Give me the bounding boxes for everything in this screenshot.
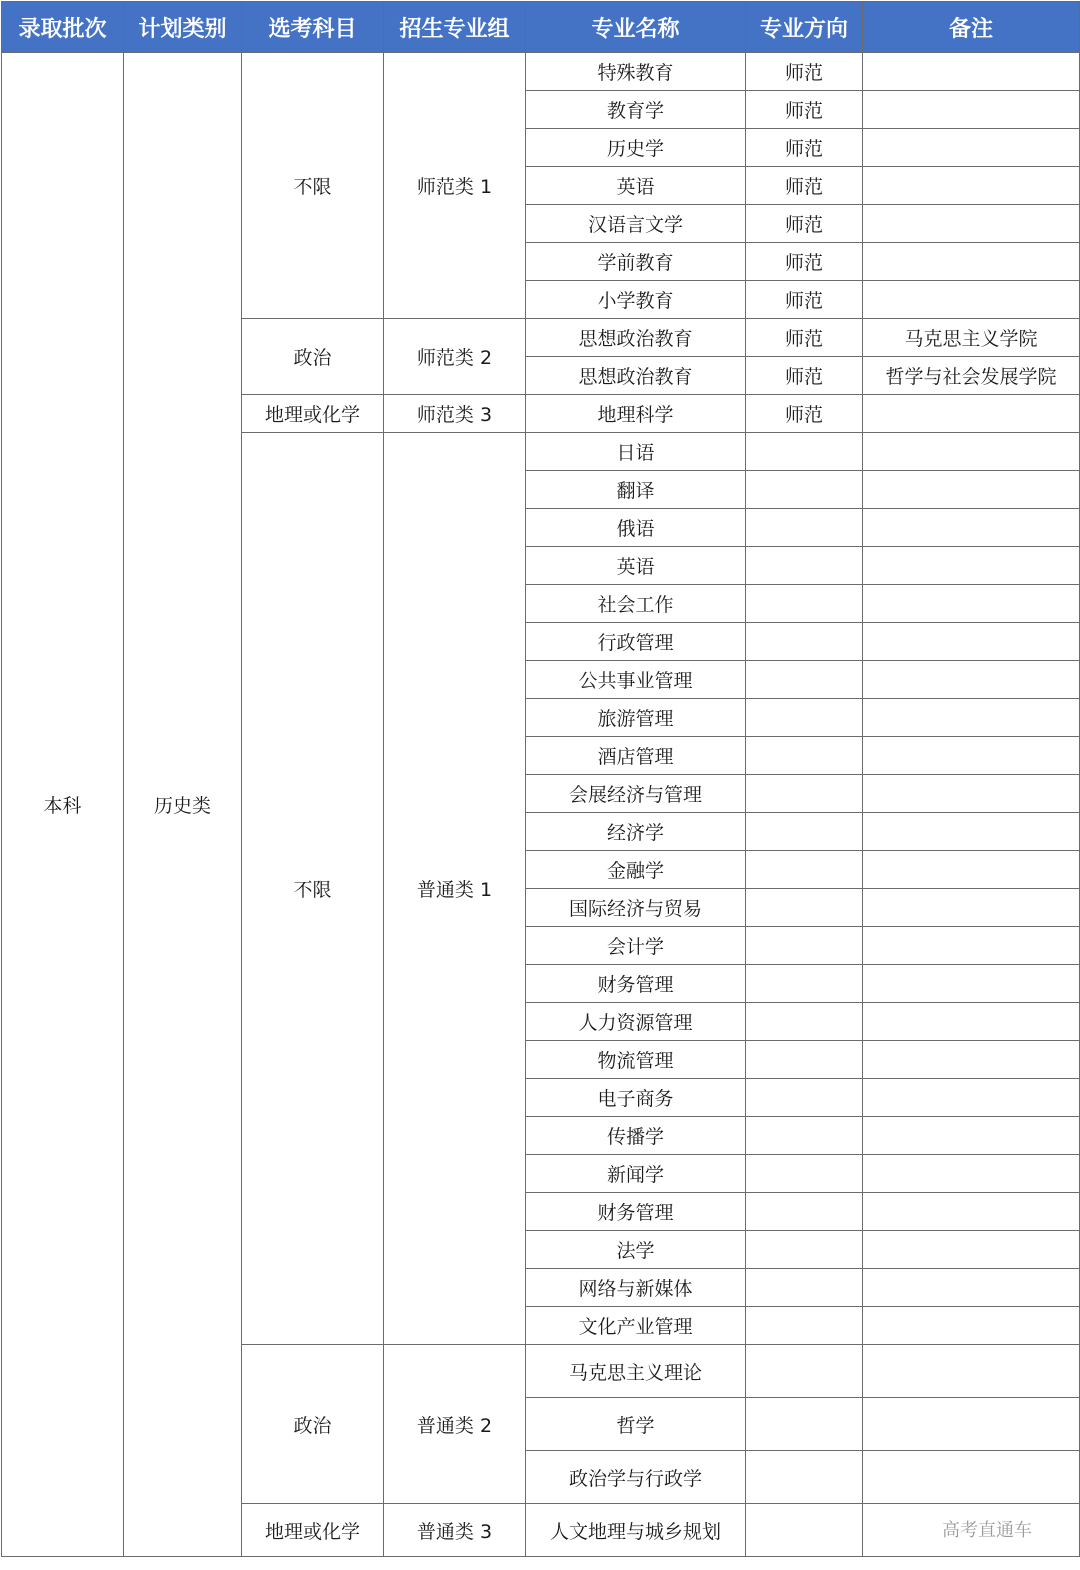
note-cell xyxy=(863,129,1080,167)
major-name-cell: 财务管理 xyxy=(526,1193,746,1231)
note-cell: 马克思主义学院 xyxy=(863,319,1080,357)
note-cell xyxy=(863,395,1080,433)
major-name-cell: 汉语言文学 xyxy=(526,205,746,243)
direction-cell xyxy=(746,851,863,889)
direction-cell: 师范 xyxy=(746,91,863,129)
header-row xyxy=(2,2,1080,53)
major-name-cell: 新闻学 xyxy=(526,1155,746,1193)
note-cell xyxy=(863,737,1080,775)
subject-cell: 地理或化学 xyxy=(242,1504,384,1557)
note-cell xyxy=(863,1269,1080,1307)
major-name-cell: 网络与新媒体 xyxy=(526,1269,746,1307)
direction-cell xyxy=(746,1451,863,1504)
major-name-cell: 学前教育 xyxy=(526,243,746,281)
direction-cell xyxy=(746,699,863,737)
watermark-text: 高考直通车 xyxy=(942,1520,1032,1541)
direction-cell xyxy=(746,471,863,509)
header-group: 招生专业组 xyxy=(384,2,526,53)
major-name-cell: 翻译 xyxy=(526,471,746,509)
direction-cell: 师范 xyxy=(746,205,863,243)
note-cell xyxy=(863,927,1080,965)
direction-cell xyxy=(746,775,863,813)
header-direction: 专业方向 xyxy=(746,2,863,53)
subject-cell: 不限 xyxy=(242,433,384,1345)
major-name-cell: 旅游管理 xyxy=(526,699,746,737)
table-row xyxy=(2,53,1080,91)
major-name-cell: 传播学 xyxy=(526,1117,746,1155)
direction-cell: 师范 xyxy=(746,357,863,395)
category-cell: 历史类 xyxy=(124,53,242,1557)
direction-cell xyxy=(746,1231,863,1269)
major-name-cell: 会计学 xyxy=(526,927,746,965)
major-name-cell: 国际经济与贸易 xyxy=(526,889,746,927)
note-cell xyxy=(863,1451,1080,1504)
major-name-cell: 社会工作 xyxy=(526,585,746,623)
note-cell xyxy=(863,1307,1080,1345)
major-name-cell: 物流管理 xyxy=(526,1041,746,1079)
major-name-cell: 马克思主义理论 xyxy=(526,1345,746,1398)
note-cell xyxy=(863,813,1080,851)
major-name-cell: 酒店管理 xyxy=(526,737,746,775)
major-name-cell: 地理科学 xyxy=(526,395,746,433)
major-name-cell: 人文地理与城乡规划 xyxy=(526,1504,746,1557)
header-category: 计划类别 xyxy=(124,2,242,53)
note-cell xyxy=(863,167,1080,205)
note-cell xyxy=(863,585,1080,623)
direction-cell xyxy=(746,547,863,585)
group-cell: 师范类 1 xyxy=(384,53,526,319)
major-name-cell: 哲学 xyxy=(526,1398,746,1451)
major-name-cell: 会展经济与管理 xyxy=(526,775,746,813)
direction-cell: 师范 xyxy=(746,281,863,319)
major-name-cell: 英语 xyxy=(526,547,746,585)
table-body xyxy=(2,53,1080,1557)
note-cell xyxy=(863,889,1080,927)
direction-cell: 师范 xyxy=(746,243,863,281)
note-cell xyxy=(863,1231,1080,1269)
note-cell: 哲学与社会发展学院 xyxy=(863,357,1080,395)
major-name-cell: 公共事业管理 xyxy=(526,661,746,699)
direction-cell: 师范 xyxy=(746,53,863,91)
direction-cell xyxy=(746,1193,863,1231)
group-cell: 普通类 2 xyxy=(384,1345,526,1504)
note-cell xyxy=(863,699,1080,737)
direction-cell xyxy=(746,1398,863,1451)
direction-cell xyxy=(746,965,863,1003)
direction-cell xyxy=(746,1155,863,1193)
subject-cell: 政治 xyxy=(242,319,384,395)
note-cell xyxy=(863,433,1080,471)
header-note: 备注 xyxy=(863,2,1080,53)
direction-cell xyxy=(746,433,863,471)
batch-cell: 本科 xyxy=(2,53,124,1557)
direction-cell xyxy=(746,1079,863,1117)
note-cell xyxy=(863,851,1080,889)
major-name-cell: 人力资源管理 xyxy=(526,1003,746,1041)
note-cell xyxy=(863,661,1080,699)
note-cell xyxy=(863,1193,1080,1231)
note-cell xyxy=(863,471,1080,509)
note-cell xyxy=(863,1155,1080,1193)
note-cell xyxy=(863,281,1080,319)
note-cell xyxy=(863,623,1080,661)
major-name-cell: 日语 xyxy=(526,433,746,471)
note-cell xyxy=(863,1041,1080,1079)
direction-cell xyxy=(746,813,863,851)
direction-cell xyxy=(746,1117,863,1155)
direction-cell xyxy=(746,889,863,927)
note-cell xyxy=(863,205,1080,243)
header-subject: 选考科目 xyxy=(242,2,384,53)
note-cell xyxy=(863,53,1080,91)
note-cell xyxy=(863,1003,1080,1041)
direction-cell xyxy=(746,585,863,623)
major-name-cell: 英语 xyxy=(526,167,746,205)
note-cell xyxy=(863,91,1080,129)
direction-cell xyxy=(746,623,863,661)
major-name-cell: 电子商务 xyxy=(526,1079,746,1117)
direction-cell: 师范 xyxy=(746,395,863,433)
major-name-cell: 小学教育 xyxy=(526,281,746,319)
major-name-cell: 教育学 xyxy=(526,91,746,129)
note-cell xyxy=(863,1117,1080,1155)
major-name-cell: 法学 xyxy=(526,1231,746,1269)
major-name-cell: 金融学 xyxy=(526,851,746,889)
direction-cell xyxy=(746,1269,863,1307)
subject-cell: 地理或化学 xyxy=(242,395,384,433)
note-cell xyxy=(863,243,1080,281)
header-major-name: 专业名称 xyxy=(526,2,746,53)
direction-cell xyxy=(746,661,863,699)
major-name-cell: 俄语 xyxy=(526,509,746,547)
major-name-cell: 思想政治教育 xyxy=(526,319,746,357)
subject-cell: 政治 xyxy=(242,1345,384,1504)
direction-cell xyxy=(746,1003,863,1041)
direction-cell xyxy=(746,1041,863,1079)
group-cell: 师范类 2 xyxy=(384,319,526,395)
major-name-cell: 文化产业管理 xyxy=(526,1307,746,1345)
direction-cell xyxy=(746,1345,863,1398)
note-cell xyxy=(863,509,1080,547)
note-cell xyxy=(863,1345,1080,1398)
major-name-cell: 政治学与行政学 xyxy=(526,1451,746,1504)
major-name-cell: 行政管理 xyxy=(526,623,746,661)
note-cell xyxy=(863,775,1080,813)
note-cell xyxy=(863,1079,1080,1117)
direction-cell: 师范 xyxy=(746,167,863,205)
direction-cell xyxy=(746,1307,863,1345)
direction-cell: 师范 xyxy=(746,319,863,357)
major-name-cell: 历史学 xyxy=(526,129,746,167)
major-name-cell: 财务管理 xyxy=(526,965,746,1003)
header-batch: 录取批次 xyxy=(2,2,124,53)
direction-cell xyxy=(746,509,863,547)
group-cell: 普通类 3 xyxy=(384,1504,526,1557)
subject-cell: 不限 xyxy=(242,53,384,319)
major-name-cell: 经济学 xyxy=(526,813,746,851)
major-name-cell: 特殊教育 xyxy=(526,53,746,91)
major-name-cell: 思想政治教育 xyxy=(526,357,746,395)
direction-cell xyxy=(746,927,863,965)
group-cell: 师范类 3 xyxy=(384,395,526,433)
direction-cell xyxy=(746,737,863,775)
direction-cell xyxy=(746,1504,863,1557)
admission-plan-table xyxy=(1,1,1080,1557)
direction-cell: 师范 xyxy=(746,129,863,167)
group-cell: 普通类 1 xyxy=(384,433,526,1345)
note-cell xyxy=(863,965,1080,1003)
note-cell xyxy=(863,547,1080,585)
note-cell xyxy=(863,1398,1080,1451)
